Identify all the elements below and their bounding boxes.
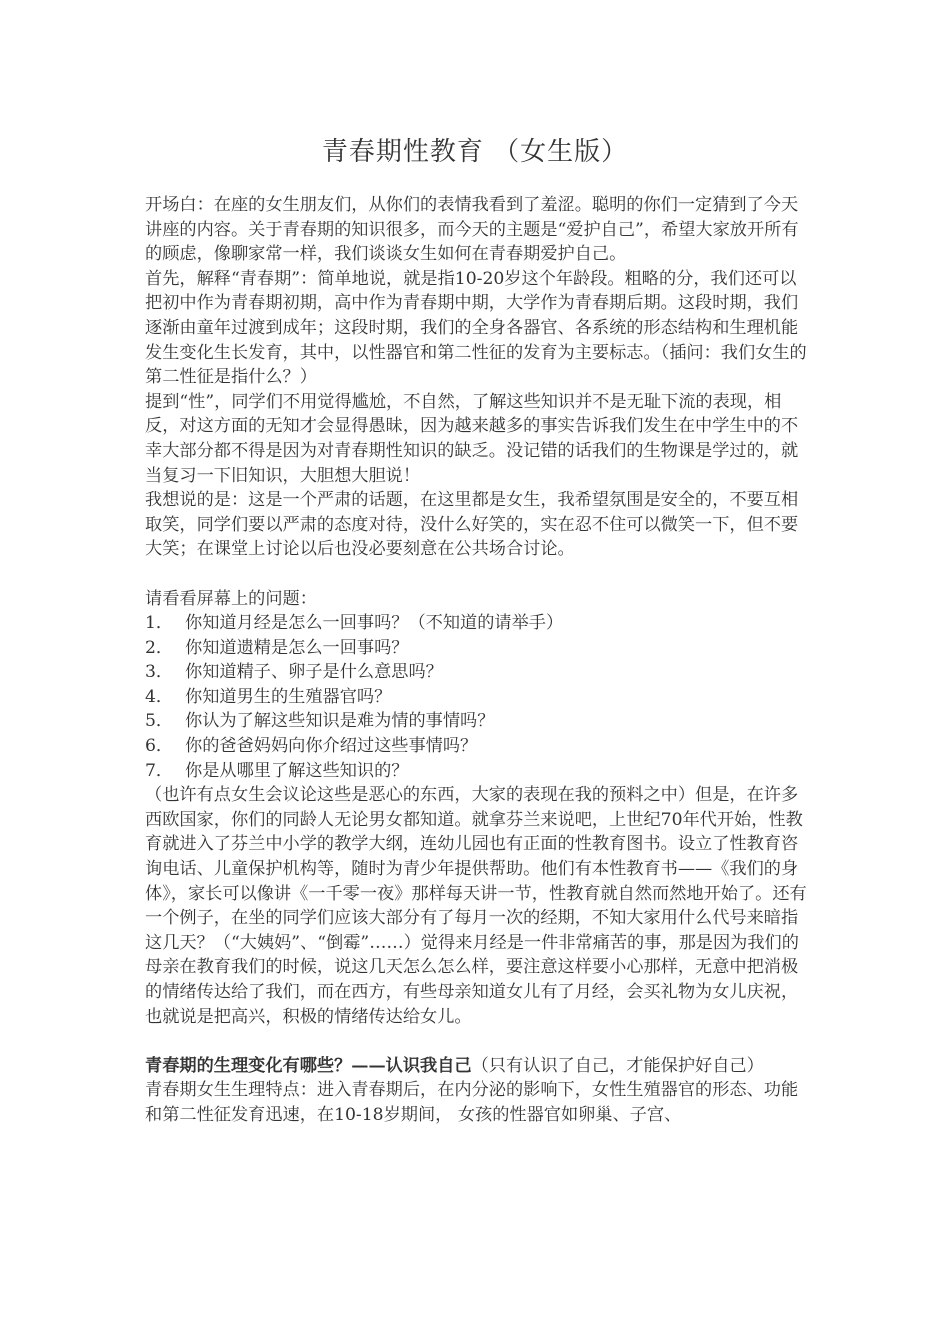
section-heading	[145, 1054, 810, 1079]
question-number: 6．	[145, 736, 174, 757]
question-text: 你知道男生的生殖器官吗？	[185, 686, 392, 707]
question-number: 7．	[145, 760, 174, 781]
question-text: 你知道月经是怎么一回事吗？（不知道的请举手）	[185, 613, 564, 634]
question-number: 5．	[145, 711, 174, 732]
question-text: 你的爸爸妈妈向你介绍过这些事情吗？	[185, 736, 478, 757]
question-number: 2．	[145, 637, 174, 658]
question-text: 你是从哪里了解这些知识的？	[185, 760, 409, 781]
question-item	[145, 685, 810, 710]
question-list	[145, 611, 810, 783]
blank-line	[145, 562, 810, 587]
question-number: 1．	[145, 613, 174, 634]
paragraph-first: 首先，解释“青春期”：简单地说，就是指10-20岁这个年龄段。粗略的分，我们还可以把初中作为青春期初期，高中作为青春期中期，大学作为青春期后期。这段时期，我们逐渐由童年过渡到成年；这段时期，我们的全身各器官、各系统的形态结构和生理机能发生变化生长发育，其中，以性器官和第二性征的发育为主要标志。（插问：我们女生的第二性征是指什么？）	[145, 268, 807, 388]
question-text: 你知道遗精是怎么一回事吗？	[185, 637, 409, 658]
blank-line	[145, 1029, 810, 1054]
question-item	[145, 611, 810, 636]
question-number: 3．	[145, 662, 174, 683]
question-item	[145, 636, 810, 661]
paragraph-sex: 提到“性”，同学们不用觉得尴尬，不自然，了解这些知识并不是无耻下流的表现，相反，对这方面的无知才会显得愚昧，因为越来越多的事实告诉我们发生在中学生中的不幸大部分都不得是因为对青春期性知识的缺乏。没记错的话我们的生物课是学过的，就当复习一下旧知识，大胆想大胆说！	[145, 391, 799, 486]
question-text: 你认为了解这些知识是难为情的事情吗？	[185, 711, 495, 732]
question-text: 你知道精子、卵子是什么意思吗？	[185, 662, 443, 683]
paragraph-screen-prompt: 请看看屏幕上的问题：	[145, 588, 317, 609]
paragraph-opening: 开场白：在座的女生朋友们，从你们的表情我看到了羞涩。聪明的你们一定猜到了今天讲座的内容。关于青春期的知识很多，而今天的主题是“爱护自己”，希望大家放开所有的顾虑，像聊家常一样，我们谈谈女生如何在青春期爱护自己。	[145, 195, 799, 265]
paragraph-serious: 我想说的是：这是一个严肃的话题，在这里都是女生，我希望氛围是安全的，不要互相取笑，同学们要以严肃的态度对待，没什么好笑的，实在忍不住可以微笑一下，但不要大笑；在课堂上讨论以后也没必要刻意在公共场合讨论。	[145, 490, 799, 560]
question-item	[145, 709, 810, 734]
question-item	[145, 734, 810, 759]
section-heading-note: （只有认识了自己，才能保护好自己）	[471, 1055, 764, 1076]
paragraph-physiology: 青春期女生生理特点：进入青春期后，在内分泌的影响下，女性生殖器官的形态、功能和第二性征发育迅速，在10-18岁期间， 女孩的性器官如卵巢、子宫、	[145, 1080, 799, 1125]
section-heading-bold: 青春期的生理变化有哪些？——认识我自己	[145, 1055, 472, 1076]
paragraph-after-questions: （也许有点女生会议论这些是恶心的东西，大家的表现在我的预料之中）但是，在许多西欧国家，你们的同龄人无论男女都知道。就拿芬兰来说吧，上世纪70年代开始，性教育就进入了芬兰中小学的教学大纲，连幼儿园也有正面的性教育图书。设立了性教育咨询电话、儿童保护机构等，随时为青少年提供帮助。他们有本性教育书——《我们的身体》，家长可以像讲《一千零一夜》那样每天讲一节，性教育就自然而然地开始了。还有一个例子，在坐的同学们应该大部分有了每月一次的经期，不知大家用什么代号来暗指这几天？（“大姨妈”、“倒霉”……）觉得来月经是一件非常痛苦的事，那是因为我们的母亲在教育我们的时候，说这几天怎么怎么样，要注意这样要小心那样，无意中把消极的情绪传达给了我们，而在西方，有些母亲知道女儿有了月经，会买礼物为女儿庆祝，也就说是把高兴，积极的情绪传达给女儿。	[145, 785, 807, 1027]
document-body	[145, 193, 810, 1128]
question-number: 4．	[145, 686, 174, 707]
question-item	[145, 759, 810, 784]
document-title: 青春期性教育 （女生版）	[321, 137, 629, 167]
question-item	[145, 660, 810, 685]
